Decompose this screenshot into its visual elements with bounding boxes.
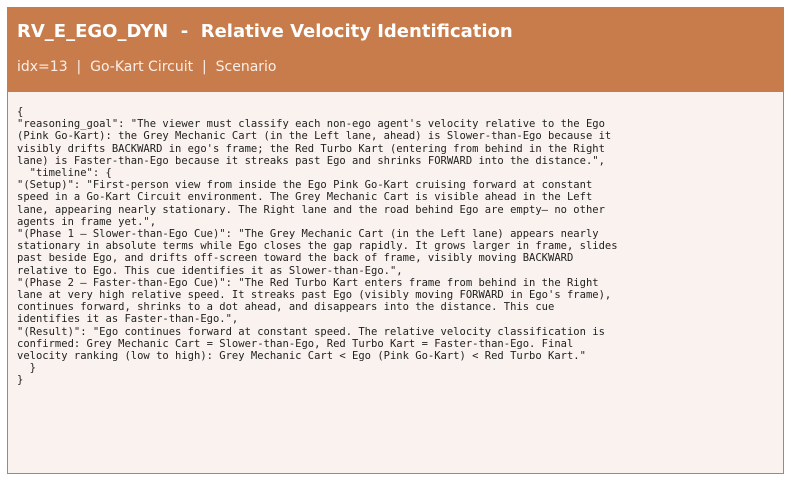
- json-line: past beside Ego, and drifts off-screen toward the back of frame, visibly moving BACKWARD: [17, 252, 574, 265]
- card-title: RV_E_EGO_DYN - Relative Velocity Identification: [17, 21, 513, 42]
- json-line: "(Phase 2 — Faster-than-Ego Cue)": "The Red Turbo Kart enters frame from behind in the Right: [17, 276, 599, 289]
- json-line: "reasoning_goal": "The viewer must classify each non-ego agent's velocity relative to the Ego: [17, 118, 605, 131]
- card-body: [8, 92, 783, 387]
- json-line: "timeline": {: [17, 167, 112, 180]
- json-line: }: [17, 362, 36, 375]
- json-line: stationary in absolute terms while Ego closes the gap rapidly. It grows larger in frame, slides: [17, 240, 618, 253]
- json-line: }: [17, 374, 24, 387]
- json-line: lane at very high relative speed. It streaks past Ego (visibly moving FORWARD in Ego's frame),: [17, 289, 612, 302]
- json-line: continues forward, shrinks to a dot ahead, and disappears into the distance. This cue: [17, 301, 555, 314]
- json-line: lane) is Faster-than-Ego because it streaks past Ego and shrinks FORWARD into the distance.",: [17, 154, 605, 167]
- json-line: "(Setup)": "First-person view from inside the Ego Pink Go-Kart cruising forward at constant: [17, 179, 593, 192]
- json-line: velocity ranking (low to high): Grey Mechanic Cart < Ego (Pink Go-Kart) < Red Turbo Kart.": [17, 350, 586, 363]
- json-line: "(Result)": "Ego continues forward at constant speed. The relative velocity classification is: [17, 325, 605, 338]
- json-line: agents in frame yet.",: [17, 215, 157, 228]
- json-content: [17, 106, 783, 387]
- json-line: relative to Ego. This cue identifies it as Slower-than-Ego.",: [17, 264, 403, 277]
- json-line: {: [17, 106, 24, 118]
- json-line: confirmed: Grey Mechanic Cart = Slower-than-Ego, Red Turbo Kart = Faster-than-Ego. Final: [17, 337, 574, 350]
- json-line: visibly drifts BACKWARD in ego's frame; the Red Turbo Kart (entering from behind in the Right: [17, 142, 605, 155]
- card-subtitle: idx=13 | Go-Kart Circuit | Scenario: [17, 59, 277, 75]
- json-line: lane, appearing nearly stationary. The Right lane and the road behind Ego are empty— no other: [17, 203, 605, 216]
- json-line: "(Phase 1 — Slower-than-Ego Cue)": "The Grey Mechanic Cart (in the Left lane) appears nearly: [17, 228, 599, 241]
- json-line: identifies it as Faster-than-Ego.",: [17, 313, 239, 326]
- scenario-card: [7, 7, 784, 474]
- json-line: (Pink Go-Kart): the Grey Mechanic Cart (in the Left lane, ahead) is Slower-than-Ego because it: [17, 130, 612, 143]
- card-header: [8, 8, 783, 92]
- json-line: speed in a Go-Kart Circuit environment. The Grey Mechanic Cart is visible ahead in the Left: [17, 191, 593, 204]
